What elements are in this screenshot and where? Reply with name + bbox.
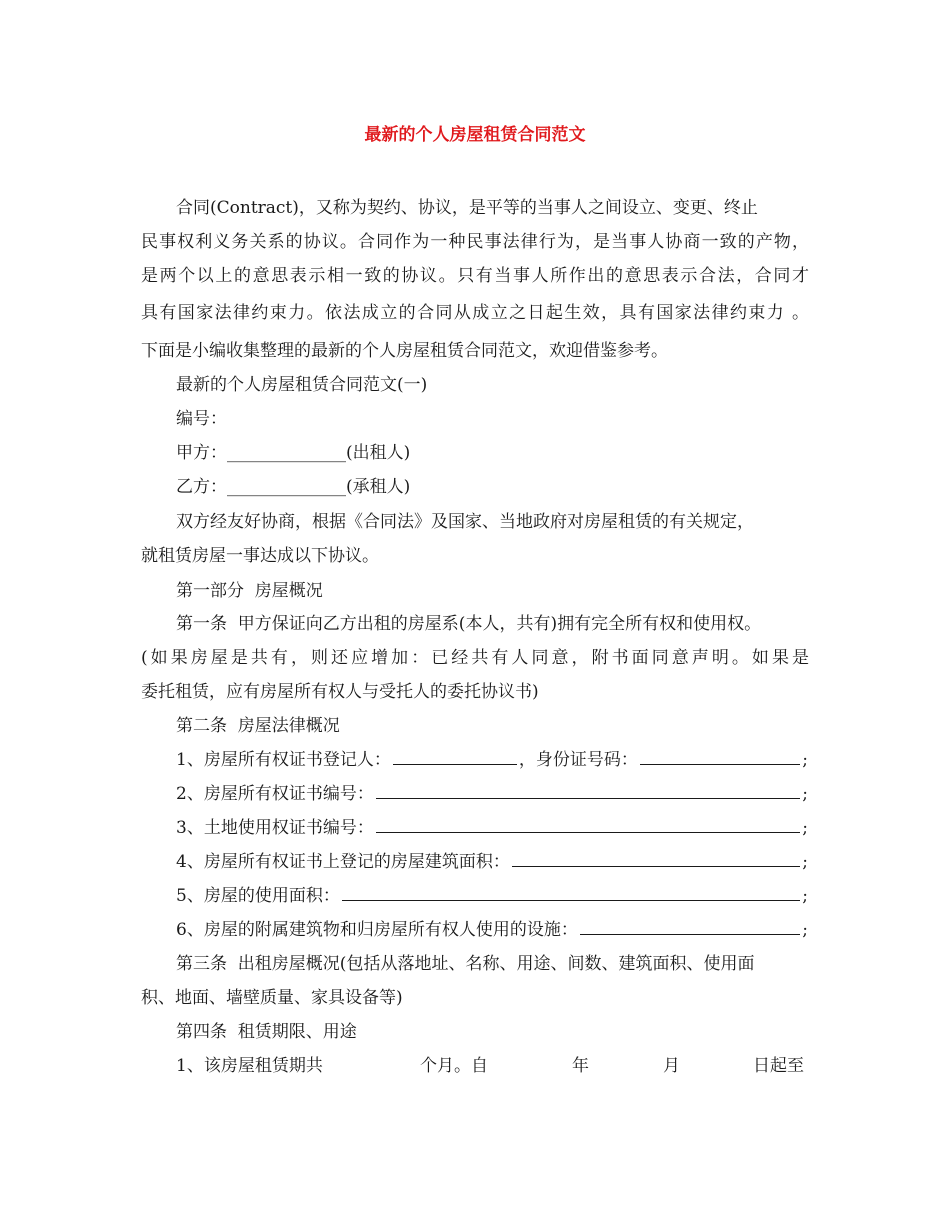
contract-subtitle: 最新的个人房屋租赁合同范文(一) (176, 375, 428, 395)
item-6-label: 6、房屋的附属建筑物和归房屋所有权人使用的设施： (176, 920, 578, 940)
intro-line-5: 下面是小编收集整理的最新的个人房屋租赁合同范文，欢迎借鉴参考。 (141, 341, 668, 361)
item-4-row (176, 851, 808, 873)
item-6-end: ; (802, 920, 808, 940)
article-1-line-2: (如果房屋是共有，则还应增加：已经共有人同意，附书面同意声明。如果是 (141, 648, 809, 668)
item-2-row (176, 783, 808, 805)
article-4-heading: 第四条 租赁期限、用途 (176, 1022, 357, 1042)
facilities-blank (580, 920, 800, 935)
land-certificate-blank (376, 818, 800, 833)
usable-area-blank (342, 886, 800, 901)
party-a-line: 甲方：______________(出租人) (176, 443, 411, 463)
document-title: 最新的个人房屋租赁合同范文 (364, 125, 586, 145)
item-5-end: ; (802, 886, 808, 906)
certificate-number-blank (376, 784, 800, 799)
article-3-line-1: 第三条 出租房屋概况(包括从落地址、名称、用途、间数、建筑面积、使用面 (176, 954, 755, 974)
contract-number-label: 编号： (176, 409, 227, 429)
lease-day-label: 日起至 (753, 1056, 804, 1076)
item-3-label: 3、土地使用权证书编号： (176, 818, 374, 838)
item-1-label: 1、房屋所有权证书登记人： (176, 750, 391, 770)
lease-term-label: 1、该房屋租赁期共 (176, 1056, 323, 1076)
lease-year-label: 年 (572, 1056, 589, 1076)
item-3-row (176, 817, 808, 839)
item-1-end: ; (802, 750, 808, 770)
item-1-row (176, 749, 808, 771)
article-3-line-2: 积、地面、墙壁质量、家具设备等) (141, 988, 403, 1008)
id-number-blank (640, 750, 800, 765)
consult-line-1: 双方经友好协商，根据《合同法》及国家、当地政府对房屋租赁的有关规定， (176, 512, 754, 532)
intro-line-4: 具有国家法律约束力。依法成立的合同从成立之日起生效，具有国家法律约束力 。 (141, 303, 809, 323)
registrant-blank (393, 750, 517, 765)
item-5-label: 5、房屋的使用面积： (176, 886, 340, 906)
lease-months-label: 个月。自 (420, 1056, 488, 1076)
item-4-label: 4、房屋所有权证书上登记的房屋建筑面积： (176, 852, 510, 872)
article-1-line-3: 委托租赁，应有房屋所有权人与受托人的委托协议书) (141, 682, 539, 702)
item-3-end: ; (802, 818, 808, 838)
item-2-end: ; (802, 784, 808, 804)
article-1-line-1: 第一条 甲方保证向乙方出租的房屋系(本人，共有)拥有完全所有权和使用权。 (176, 614, 762, 634)
consult-line-2: 就租赁房屋一事达成以下协议。 (141, 546, 379, 566)
item-6-row (176, 919, 808, 941)
intro-line-1: 合同(Contract)，又称为契约、协议，是平等的当事人之间设立、变更、终止 (176, 198, 758, 218)
item-2-label: 2、房屋所有权证书编号： (176, 784, 374, 804)
article-2-heading: 第二条 房屋法律概况 (176, 716, 340, 736)
part-one-heading: 第一部分 房屋概况 (176, 581, 323, 601)
lease-month-label: 月 (663, 1056, 680, 1076)
item-5-row (176, 885, 808, 907)
item-1-id-label: ，身份证号码： (518, 750, 638, 770)
building-area-blank (512, 852, 800, 867)
intro-line-2: 民事权利义务关系的协议。合同作为一种民事法律行为，是当事人协商一致的产物， (141, 232, 809, 252)
intro-line-3: 是两个以上的意思表示相一致的协议。只有当事人所作出的意思表示合法，合同才 (141, 266, 809, 286)
item-4-end: ; (802, 852, 808, 872)
party-b-line: 乙方：______________(承租人) (176, 477, 411, 497)
